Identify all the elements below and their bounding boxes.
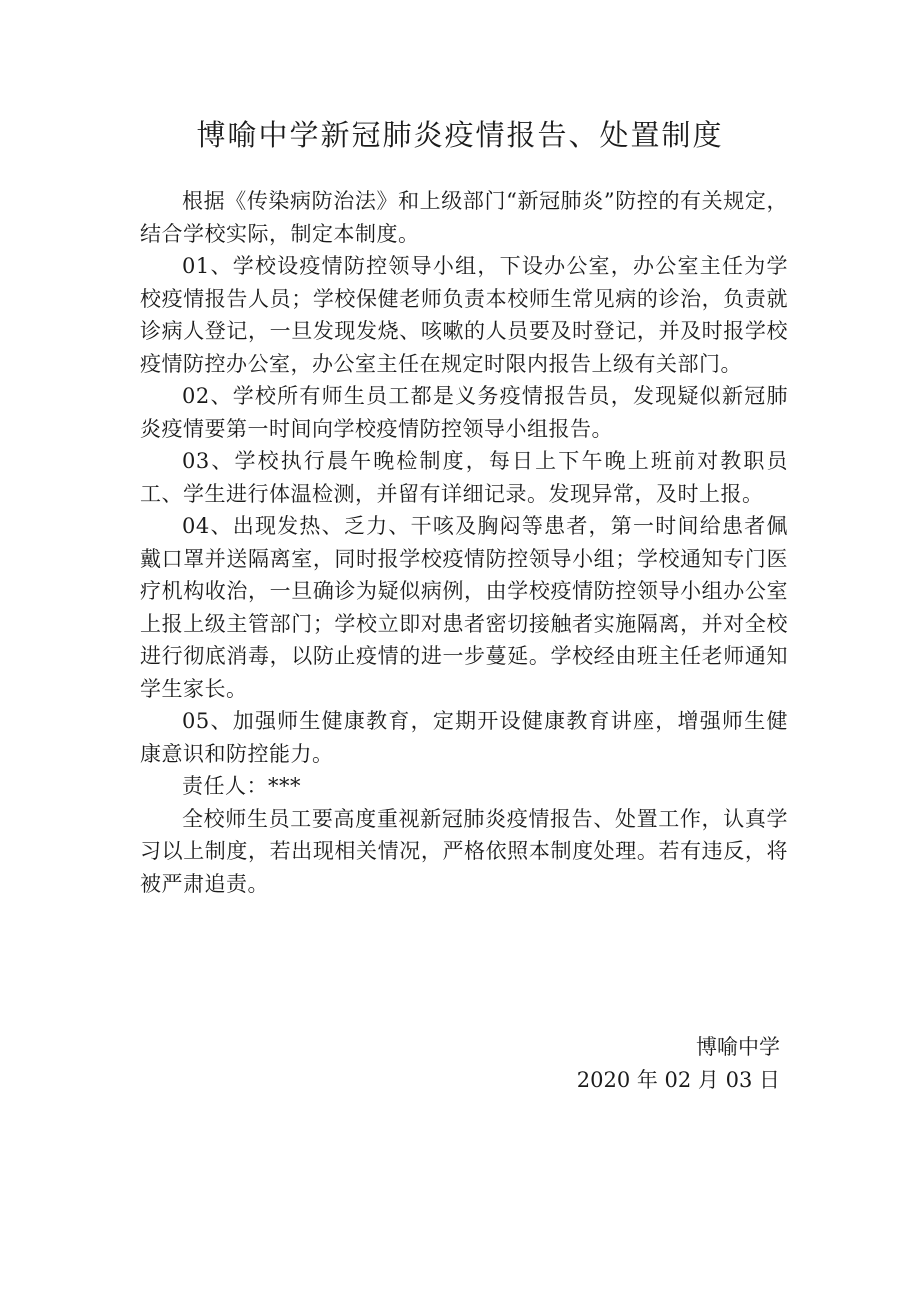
signature-organization: 博喻中学 — [696, 1035, 780, 1059]
paragraph-item-04: 04、出现发热、乏力、干咳及胸闷等患者，第一时间给患者佩戴口罩并送隔离室，同时报学校疫情防控领导小组；学校通知专门医疗机构收治，一旦确诊为疑似病例，由学校疫情防控领导小组办公室上报上级主管部门；学校立即对患者密切接触者实施隔离，并对全校进行彻底消毒，以防止疫情的进一步蔓延。学校经由班主任老师通知学生家长。 — [140, 514, 788, 701]
paragraph-intro: 根据《传染病防治法》和上级部门“新冠肺炎”防控的有关规定，结合学校实际，制定本制度。 — [140, 189, 788, 246]
responsible-person: 责任人：*** — [182, 774, 301, 798]
paragraph-item-01: 01、学校设疫情防控领导小组，下设办公室，办公室主任为学校疫情报告人员；学校保健老师负责本校师生常见病的诊治，负责就诊病人登记，一旦发现发烧、咳嗽的人员要及时登记，并及时报学校疫情防控办公室，办公室主任在规定时限内报告上级有关部门。 — [140, 254, 788, 376]
signature-date: 2020 年 02 月 03 日 — [576, 1067, 780, 1092]
paragraph-item-02: 02、学校所有师生员工都是义务疫情报告员，发现疑似新冠肺炎疫情要第一时间向学校疫情防控领导小组报告。 — [140, 384, 788, 441]
signature-block — [577, 1031, 780, 1096]
paragraph-closing: 全校师生员工要高度重视新冠肺炎疫情报告、处置工作，认真学习以上制度，若出现相关情况，严格依照本制度处理。若有违反，将被严肃追责。 — [140, 806, 788, 896]
paragraph-item-03: 03、学校执行晨午晚检制度，每日上下午晚上班前对教职员工、学生进行体温检测，并留有详细记录。发现异常，及时上报。 — [140, 449, 788, 506]
document-title: 博喻中学新冠肺炎疫情报告、处置制度 — [196, 118, 724, 152]
document-body — [140, 185, 788, 900]
paragraph-item-05: 05、加强师生健康教育，定期开设健康教育讲座，增强师生健康意识和防控能力。 — [140, 709, 788, 766]
